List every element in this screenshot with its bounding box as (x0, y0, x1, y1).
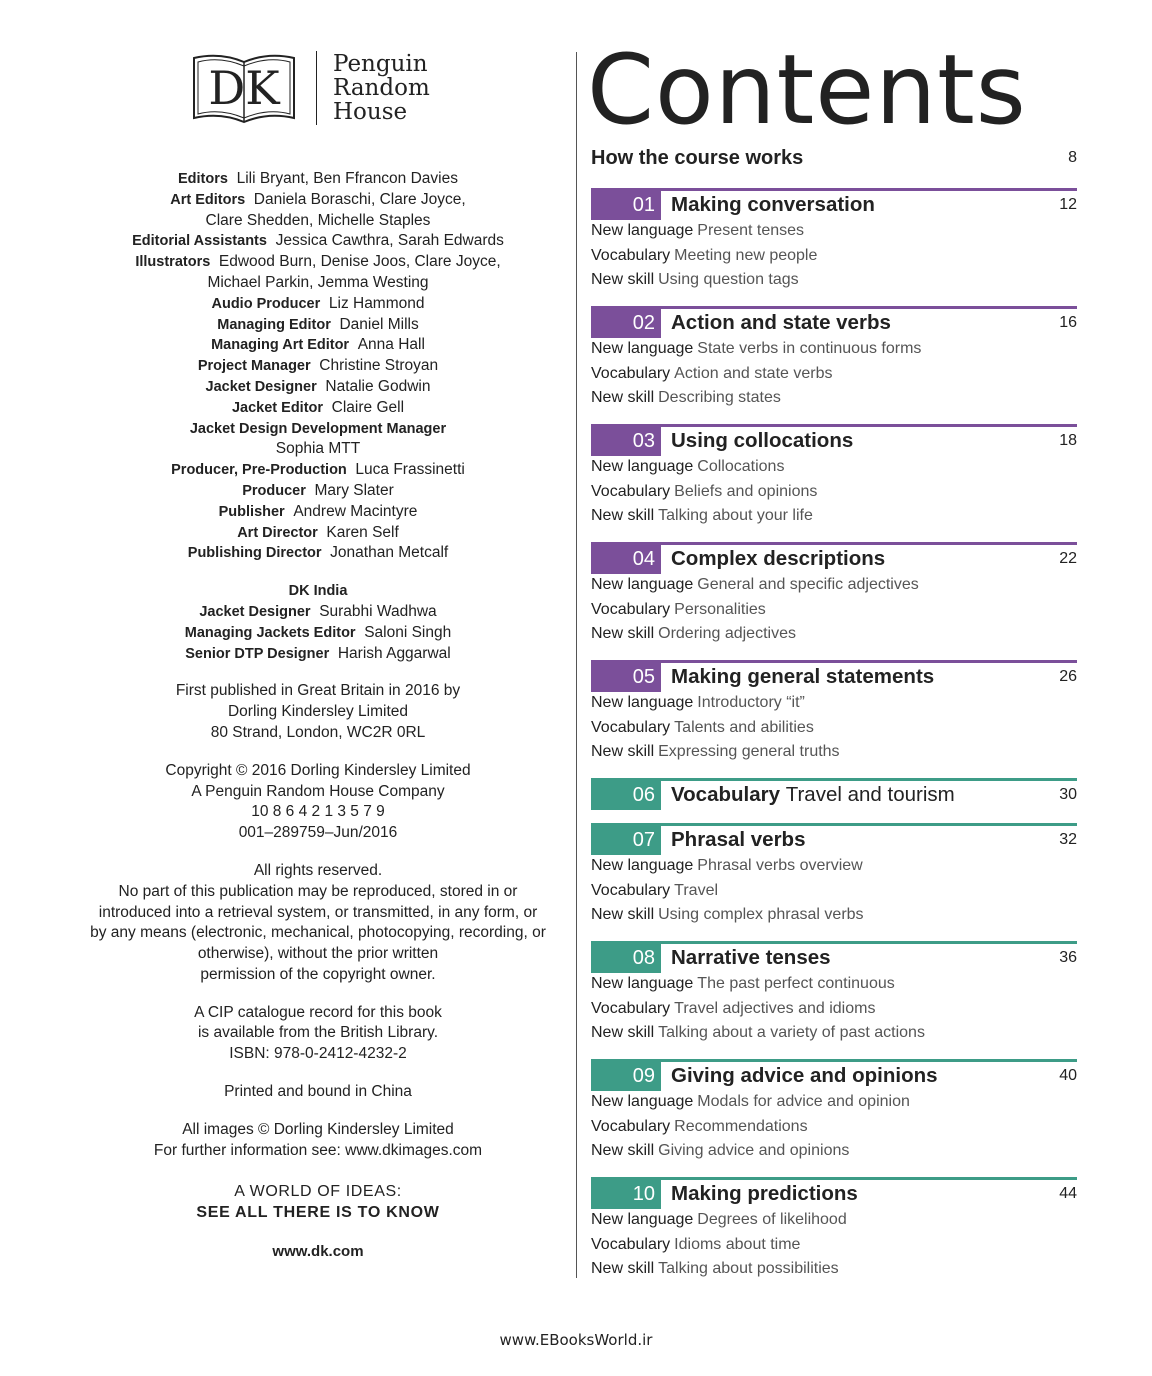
credit-line (60, 523, 576, 544)
unit-detail-label: Vocabulary (591, 246, 671, 264)
credit-names: Liz Hammond (328, 294, 425, 312)
credit-list (60, 169, 576, 564)
unit-detail-label: New skill (591, 1142, 655, 1159)
unit-detail-value: Travel adjectives and idioms (674, 999, 876, 1017)
motto-line-1: A WORLD OF IDEAS: (234, 1183, 402, 1201)
unit-detail-label: New skill (591, 743, 655, 760)
credit-line (60, 356, 576, 377)
unit-detail-row (591, 268, 1077, 293)
unit-detail-row (591, 691, 1077, 716)
credit-role: Art Editors (170, 191, 246, 208)
unit-detail-label: New language (591, 857, 694, 874)
unit-detail-value: Giving advice and opinions (658, 1142, 850, 1159)
images-line: All images © Dorling Kindersley Limited (182, 1120, 454, 1138)
copyright-line: A Penguin Random House Company (191, 782, 445, 800)
unit-detail-label: New language (591, 222, 694, 239)
credit-names: Anna Hall (357, 336, 425, 354)
unit-detail-label: New language (591, 458, 694, 475)
unit-header (591, 427, 1077, 455)
credit-role: Publisher (218, 503, 285, 520)
unit-detail-row (591, 480, 1077, 505)
unit-detail-label: Vocabulary (591, 482, 671, 500)
unit-title (671, 193, 1059, 217)
credit-names: Edwood Burn, Denise Joos, Clare Joyce, (218, 253, 501, 271)
rights-line: All rights reserved. (253, 861, 383, 879)
credit-names: Daniela Boraschi, Clare Joyce, (253, 190, 466, 208)
credit-line (60, 543, 576, 564)
credit-names: Saloni Singh (364, 623, 452, 641)
unit-entry[interactable] (591, 188, 1077, 293)
logo-divider (316, 51, 317, 125)
printed-line: Printed and bound in China (224, 1083, 412, 1101)
unit-detail-row (591, 1115, 1077, 1140)
unit-detail-label: New skill (591, 625, 655, 642)
credit-role: Managing Editor (217, 316, 331, 333)
publisher-name (333, 52, 430, 124)
credit-names: Mary Slater (314, 481, 394, 499)
footer-url[interactable]: www.EBooksWorld.ir (499, 1331, 653, 1349)
first-published-line: 80 Strand, London, WC2R 0RL (210, 723, 426, 741)
credit-role: Jacket Editor (231, 399, 324, 416)
unit-detail-row (591, 244, 1077, 269)
credit-names: Natalie Godwin (325, 377, 431, 395)
credit-role: Publishing Director (187, 545, 322, 562)
india-credit-list (60, 602, 576, 664)
unit-detail-row (591, 622, 1077, 647)
copyright-block (60, 761, 576, 844)
rights-line: introduced into a retrieval system, or transmitted, in any form, or (98, 903, 538, 921)
unit-detail-label: New language (591, 975, 694, 992)
unit-header (591, 545, 1077, 573)
rights-line: permission of the copyright owner. (200, 965, 436, 983)
unit-title (671, 783, 1059, 807)
unit-title-text: Complex descriptions (671, 547, 886, 570)
unit-number: 02 (591, 308, 661, 338)
unit-title-text: Vocabulary (671, 783, 780, 806)
india-heading: DK India (288, 583, 348, 600)
unit-title (671, 1182, 1059, 1206)
unit-title (671, 311, 1059, 335)
credit-role: Art Director (237, 524, 318, 541)
unit-header (591, 191, 1077, 219)
credit-role: Jacket Design Development Manager (189, 420, 447, 437)
credit-names: Surabhi Wadhwa (319, 602, 437, 620)
unit-subtitle: Travel and tourism (785, 783, 955, 806)
unit-title-text: Phrasal verbs (671, 828, 806, 851)
website-link[interactable]: www.dk.com (272, 1243, 364, 1261)
rights-line: by any means (electronic, mechanical, photocopying, recording, or (90, 924, 546, 942)
unit-entry[interactable] (591, 542, 1077, 647)
unit-number: 10 (591, 1179, 661, 1209)
unit-detail-row (591, 1021, 1077, 1046)
credit-names: Claire Gell (331, 398, 405, 416)
credit-line (60, 623, 576, 644)
credit-line (60, 169, 576, 190)
unit-header (591, 781, 1077, 809)
unit-title-text: Narrative tenses (671, 946, 831, 969)
unit-detail-value: Degrees of likelihood (697, 1211, 847, 1228)
unit-page-number: 30 (1059, 786, 1077, 803)
cip-line: is available from the British Library. (197, 1024, 439, 1042)
unit-detail-row (591, 598, 1077, 623)
unit-detail-value: Collocations (697, 458, 785, 475)
unit-detail-label: New language (591, 340, 694, 357)
credit-line (60, 273, 576, 294)
unit-detail-label: New language (591, 576, 694, 593)
unit-detail-value: Modals for advice and opinion (697, 1093, 910, 1110)
credit-line (60, 439, 576, 460)
unit-page-number: 40 (1059, 1067, 1077, 1084)
unit-detail-row (591, 337, 1077, 362)
credit-names: Daniel Mills (339, 315, 419, 333)
credit-role: Senior DTP Designer (185, 645, 330, 662)
unit-header (591, 826, 1077, 854)
credit-role: Managing Jackets Editor (184, 624, 356, 641)
unit-detail-label: Vocabulary (591, 881, 671, 899)
unit-detail-row (591, 362, 1077, 387)
unit-header (591, 944, 1077, 972)
unit-detail-value: Introductory “it” (697, 694, 805, 711)
unit-entry[interactable] (591, 424, 1077, 529)
credit-line (60, 419, 576, 440)
credit-names: Jessica Cawthra, Sarah Edwards (275, 232, 504, 250)
unit-page-number: 44 (1059, 1185, 1077, 1202)
unit-header (591, 1180, 1077, 1208)
unit-title (671, 429, 1059, 453)
credit-names: Andrew Macintyre (293, 502, 418, 520)
rights-line: otherwise), without the prior written (197, 945, 439, 963)
unit-detail-value: Describing states (658, 389, 781, 406)
motto-line-2: SEE ALL THERE IS TO KNOW (196, 1204, 440, 1222)
unit-number: 03 (591, 426, 661, 456)
unit-detail-label: New skill (591, 1024, 655, 1041)
unit-header (591, 663, 1077, 691)
credit-names: Christine Stroyan (319, 357, 439, 375)
rights-block (60, 861, 576, 986)
unit-detail-row (591, 716, 1077, 741)
unit-entry[interactable] (591, 823, 1077, 928)
course-entry-page: 8 (1068, 149, 1077, 166)
unit-detail-row (591, 219, 1077, 244)
unit-detail-value: Talking about a variety of past actions (658, 1024, 925, 1041)
credit-names: Jonathan Metcalf (330, 544, 449, 562)
unit-detail-label: New skill (591, 1260, 655, 1277)
course-entry-title: How the course works (591, 146, 804, 169)
unit-detail-label: New skill (591, 507, 655, 524)
unit-detail-value: Using complex phrasal verbs (658, 906, 864, 923)
unit-header (591, 309, 1077, 337)
unit-entry[interactable] (591, 1177, 1077, 1282)
unit-detail-value: Beliefs and opinions (674, 482, 818, 500)
unit-page-number: 12 (1059, 196, 1077, 213)
unit-number: 01 (591, 190, 661, 220)
unit-page-number: 18 (1059, 432, 1077, 449)
unit-detail-label: Vocabulary (591, 999, 671, 1017)
unit-detail-row (591, 1233, 1077, 1258)
unit-entry[interactable] (591, 778, 1077, 809)
copyright-line: 10 8 6 4 2 1 3 5 7 9 (251, 803, 385, 821)
unit-detail-row (591, 386, 1077, 411)
unit-detail-value: Talking about possibilities (658, 1260, 839, 1277)
credit-line (60, 377, 576, 398)
credit-line (60, 190, 576, 211)
unit-detail-row (591, 740, 1077, 765)
unit-title (671, 828, 1059, 852)
first-published-line: Dorling Kindersley Limited (227, 703, 409, 721)
unit-detail-label: Vocabulary (591, 364, 671, 382)
credit-names: Karen Self (326, 523, 399, 541)
unit-detail-label: Vocabulary (591, 1117, 671, 1135)
credit-role: Managing Art Editor (211, 337, 350, 354)
unit-title-text: Making predictions (671, 1182, 858, 1205)
unit-page-number: 22 (1059, 550, 1077, 567)
credit-line (60, 294, 576, 315)
credit-role: Jacket Designer (199, 603, 311, 620)
publisher-line: Random (333, 75, 430, 101)
unit-detail-label: Vocabulary (591, 1235, 671, 1253)
unit-detail-label: New language (591, 1211, 694, 1228)
credit-line (60, 644, 576, 665)
unit-header (591, 1062, 1077, 1090)
unit-number: 06 (591, 780, 661, 810)
unit-detail-value: Personalities (674, 600, 766, 618)
rights-line: No part of this publication may be reproduced, stored in or (118, 882, 518, 900)
credit-names: Lili Bryant, Ben Ffrancon Davies (236, 170, 458, 187)
first-published (60, 681, 576, 743)
credit-role: Illustrators (135, 254, 211, 271)
credit-role: Project Manager (197, 358, 311, 375)
unit-title-text: Using collocations (671, 429, 854, 452)
unit-entry[interactable] (591, 660, 1077, 765)
unit-detail-value: Present tenses (697, 222, 805, 239)
credit-line (60, 315, 576, 336)
dk-book-logo-icon (190, 50, 298, 126)
credit-line (60, 502, 576, 523)
credit-line (60, 460, 576, 481)
unit-number: 08 (591, 943, 661, 973)
cip-line: ISBN: 978-0-2412-4232-2 (229, 1045, 407, 1063)
unit-title-text: Making general statements (671, 665, 935, 688)
unit-title (671, 665, 1059, 689)
unit-title-text: Giving advice and opinions (671, 1064, 938, 1087)
unit-entry[interactable] (591, 306, 1077, 411)
unit-detail-label: New language (591, 694, 694, 711)
unit-detail-value: General and specific adjectives (697, 576, 919, 593)
images-credit (60, 1120, 576, 1162)
credit-role: Producer, Pre-Production (171, 462, 347, 479)
unit-detail-label: Vocabulary (591, 600, 671, 618)
unit-detail-label: New skill (591, 389, 655, 406)
unit-detail-row (591, 854, 1077, 879)
cip-block (60, 1003, 576, 1065)
copyright-line: 001–289759–Jun/2016 (238, 824, 398, 842)
credit-line (60, 231, 576, 252)
unit-detail-value: Meeting new people (674, 246, 818, 264)
unit-page-number: 16 (1059, 314, 1077, 331)
unit-title (671, 946, 1059, 970)
unit-detail-label: New skill (591, 271, 655, 288)
unit-detail-value: The past perfect continuous (697, 975, 895, 992)
unit-detail-row (591, 1090, 1077, 1115)
unit-detail-value: Using question tags (658, 271, 799, 288)
unit-detail-row (591, 573, 1077, 598)
course-entry[interactable] (591, 145, 1077, 171)
unit-number: 04 (591, 544, 661, 574)
unit-detail-label: New language (591, 1093, 694, 1110)
credit-role: Jacket Designer (205, 378, 317, 395)
credit-line (60, 252, 576, 273)
copyright-line: Copyright © 2016 Dorling Kindersley Limited (165, 761, 471, 779)
unit-page-number: 36 (1059, 949, 1077, 966)
credit-names: Michael Parkin, Jemma Westing (207, 273, 429, 291)
unit-detail-row (591, 972, 1077, 997)
images-line: For further information see: www.dkimages.com (153, 1141, 483, 1159)
unit-detail-value: Expressing general truths (658, 743, 840, 760)
credit-names: Harish Aggarwal (337, 644, 451, 662)
contents-title: Contents (587, 34, 1027, 146)
unit-detail-label: Vocabulary (591, 718, 671, 736)
unit-detail-value: Phrasal verbs overview (697, 857, 863, 874)
first-published-line: First published in Great Britain in 2016 by (175, 682, 461, 700)
unit-entry[interactable] (591, 1059, 1077, 1164)
publisher-line: Penguin (333, 51, 428, 77)
unit-detail-value: Talents and abilities (674, 718, 814, 736)
cip-line: A CIP catalogue record for this book (194, 1003, 442, 1021)
unit-detail-label: New skill (591, 906, 655, 923)
unit-title-text: Making conversation (671, 193, 875, 216)
credit-role: Audio Producer (211, 295, 321, 312)
unit-detail-row (591, 1257, 1077, 1282)
unit-detail-row (591, 1139, 1077, 1164)
unit-detail-value: Idioms about time (674, 1235, 801, 1253)
unit-detail-value: Action and state verbs (674, 364, 833, 382)
credit-names: Clare Shedden, Michelle Staples (205, 211, 431, 229)
unit-number: 09 (591, 1061, 661, 1091)
credit-line (60, 602, 576, 623)
unit-page-number: 26 (1059, 668, 1077, 685)
unit-detail-row (591, 903, 1077, 928)
unit-detail-row (591, 504, 1077, 529)
unit-page-number: 32 (1059, 831, 1077, 848)
unit-detail-row (591, 997, 1077, 1022)
credit-line (60, 481, 576, 502)
unit-title-text: Action and state verbs (671, 311, 891, 334)
unit-detail-value: Talking about your life (658, 507, 813, 524)
unit-detail-value: Ordering adjectives (658, 625, 796, 642)
unit-detail-row (591, 1208, 1077, 1233)
credit-role: Producer (242, 482, 306, 499)
credit-line (60, 335, 576, 356)
logo-mark-text: DK (208, 61, 280, 115)
unit-number: 05 (591, 662, 661, 692)
credit-names: Sophia MTT (275, 440, 361, 458)
credit-role: Editorial Assistants (132, 233, 267, 250)
credit-role: Editors (178, 171, 228, 187)
column-divider (576, 52, 577, 1278)
credits (60, 169, 576, 1260)
unit-title (671, 1064, 1059, 1088)
unit-detail-row (591, 455, 1077, 480)
unit-detail-row (591, 879, 1077, 904)
unit-number: 07 (591, 825, 661, 855)
unit-detail-value: State verbs in continuous forms (697, 340, 922, 357)
publisher-line: House (333, 99, 408, 125)
credit-line (60, 211, 576, 232)
unit-detail-value: Recommendations (674, 1117, 808, 1135)
credit-line (60, 398, 576, 419)
unit-entry[interactable] (591, 941, 1077, 1046)
unit-title (671, 547, 1059, 571)
unit-detail-value: Travel (674, 881, 719, 899)
credit-names: Luca Frassinetti (355, 461, 465, 479)
publisher-logo (190, 48, 430, 128)
